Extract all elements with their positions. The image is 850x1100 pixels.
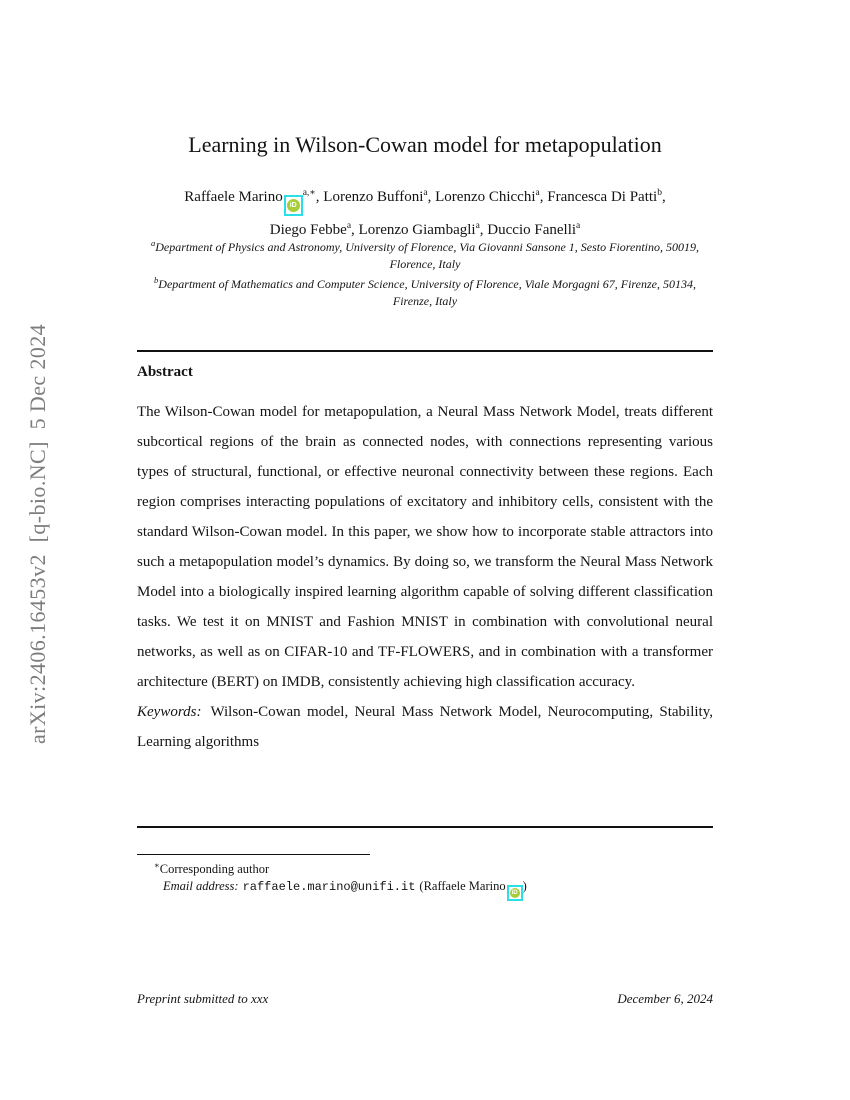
abstract-text: The Wilson-Cowan model for metapopulation, a Neural Mass Network Model, treats different subcortical regions of the brain as connected nodes, with connections representing various types of structural, functional, or effective neuronal connectivity between these regions. Each region comprises interacting populations of excitatory and inhibitory cells, consistent with the standard Wilson-Cowan model. In this paper, we show how to incorporate stable attractors into such a metapopulation model’s dynamics. By doing so, we transform the Neural Mass Network Model into a biologically inspired learning algorithm capable of solving different classification tasks. We test it on MNIST and Fashion MNIST in combination with convolutional neural networks, as well as on CIFAR-10 and TF-FLOWERS, and in combination with a transformer architecture (BERT) on IMDB, consistently achieving high classification accuracy. [137,404,713,690]
orcid-link[interactable] [284,195,303,216]
affiliations [137,235,713,309]
author-separator: , [539,189,548,205]
author-separator: , [315,189,324,205]
affiliation-text: Department of Physics and Astronomy, University of Florence, Via Giovanni Sansone 1, Sesto Fiorentino, 50019, Florence, Italy [155,240,700,271]
keywords-text: Wilson-Cowan model, Neural Mass Network Model, Neurocomputing, Stability, Learning algorithms [137,704,713,750]
orcid-link[interactable] [507,885,523,901]
email-address-link[interactable]: raffaele.marino@unifi.it [242,880,416,895]
author-name: Raffaele Marino [184,189,283,205]
author-affiliation-mark: a [535,188,540,198]
orcid-icon: iD [287,199,300,212]
affiliation-text: Department of Mathematics and Computer Science, University of Florence, Viale Morgagni 67, Firenze, 50134, Firenze, Italy [158,277,696,308]
abstract-body [137,397,713,757]
footnote [137,857,713,901]
affiliation-a [137,235,713,272]
keywords-line [137,697,713,757]
author-affiliation-mark: b [657,188,662,198]
email-line [137,878,713,901]
author-affiliation-mark: a [346,221,352,231]
footer-preprint-note: Preprint submitted to xxx [137,991,269,1006]
author-separator: , [661,189,666,205]
author-name: Diego Febbe [269,222,347,238]
email-label: Email address: [163,879,239,894]
affiliation-mark: a [150,238,156,248]
corresponding-author-text: Corresponding author [159,862,270,877]
author-name: Lorenzo Buffoni [323,189,424,205]
affiliation-mark: b [154,275,159,285]
author-separator: , [427,189,436,205]
abstract-top-rule [137,350,713,352]
arxiv-watermark: arXiv:2406.16453v2 [q-bio.NC] 5 Dec 2024 [25,323,50,745]
author-name: Francesca Di Patti [547,189,658,205]
author-name: Lorenzo Chicchi [435,189,536,205]
abstract-bottom-rule [137,826,713,828]
author-separator: , [351,222,359,238]
email-paren-close: ) [522,879,527,894]
author-list [60,183,790,241]
footer-date: December 6, 2024 [617,991,713,1006]
author-affiliation-mark: a [576,221,581,231]
affiliation-b [137,272,713,309]
page-footer [137,991,713,1007]
author-affiliation-mark: a [475,221,480,231]
author-name: Lorenzo Giambagli [358,222,476,238]
corresponding-author-note [137,857,713,878]
author-separator: , [479,222,488,238]
footnote-rule [137,854,370,855]
keywords-label: Keywords: [137,704,202,720]
author-affiliation-mark: a [423,188,428,198]
author-affiliation-mark: a,∗ [302,188,316,198]
email-author-name: (Raffaele Marino [419,879,506,894]
author-name: Duccio Fanelli [487,222,577,238]
orcid-icon: iD [511,890,518,897]
paper-title: Learning in Wilson-Cowan model for metapopulation [188,132,662,157]
author-line-1 [60,183,790,216]
abstract-heading: Abstract [137,364,193,380]
footnote-marker: ∗ [154,860,160,870]
